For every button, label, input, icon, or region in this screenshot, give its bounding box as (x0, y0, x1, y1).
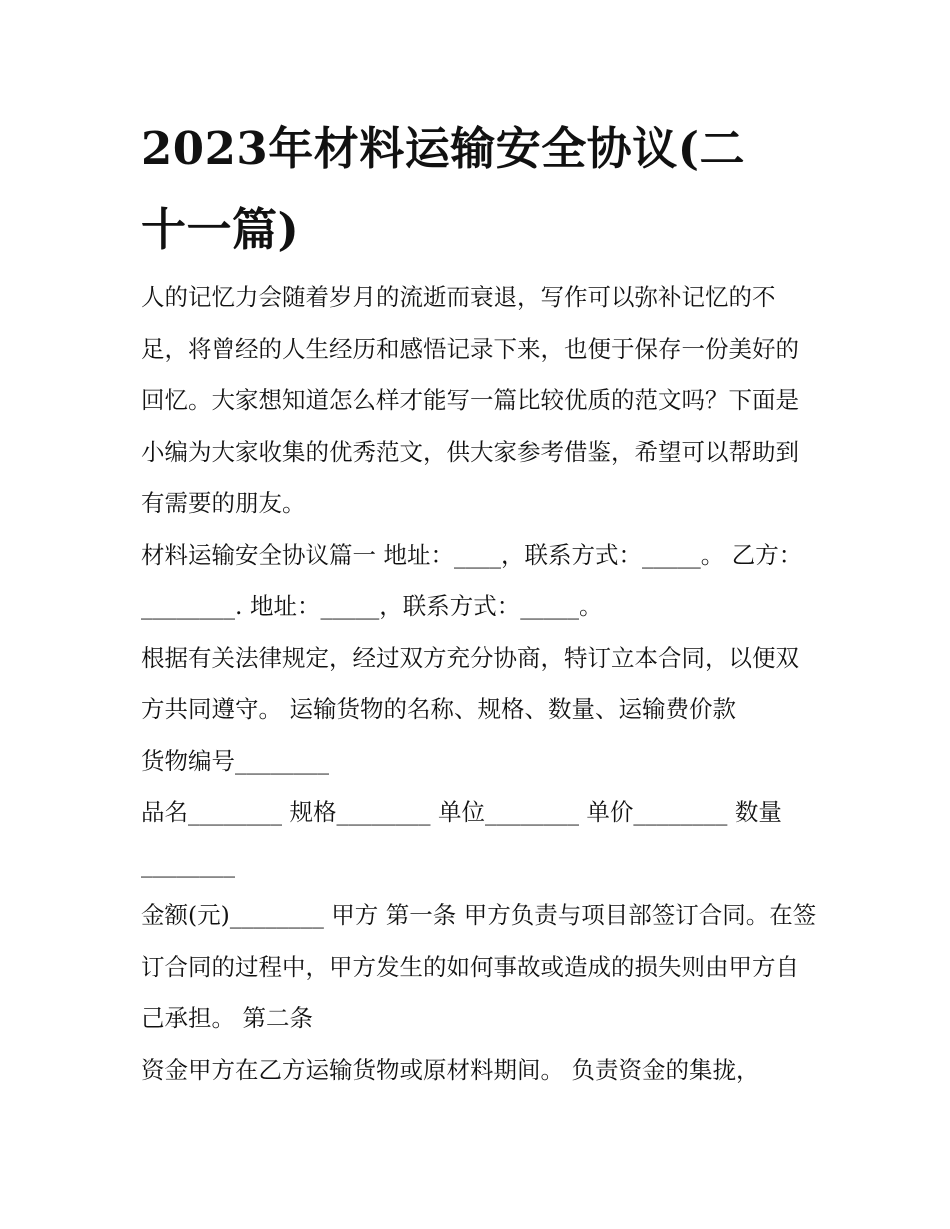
document-body (141, 272, 821, 1096)
title-line-2: 十一篇) (141, 203, 300, 256)
paragraph-intro: 人的记忆力会随着岁月的流逝而衰退，写作可以弥补记忆的不足，将曾经的人生经历和感悟记录下来，也便于保存一份美好的回忆。大家想知道怎么样才能写一篇比较优质的范文吗？下面是小编为大家收集的优秀范文，供大家参考借鉴，希望可以帮助到有需要的朋友。 (141, 283, 799, 517)
paragraph-goods-number: 货物编号________ (141, 746, 329, 775)
paragraph-article-1: 金额(元)________ 甲方 第一条 甲方负责与项目部签订合同。在签订合同的过程中，甲方发生的如何事故或造成的损失则由甲方自己承担。 第二条 (141, 901, 817, 1032)
paragraph-article-2: 资金甲方在乙方运输货物或原材料期间。 负责资金的集拢， (141, 1055, 760, 1084)
paragraph-parties: 材料运输安全协议篇一 地址：____，联系方式：_____。 乙方：________. 地址：_____，联系方式：_____。 (141, 540, 803, 620)
paragraph-goods-fields: 品名________ 规格________ 单位________ 单价________ 数量________ (141, 798, 782, 878)
title-line-1: 2023年材料运输安全协议(二 (141, 122, 746, 175)
paragraph-preamble: 根据有关法律规定，经过双方充分协商，特订立本合同，以便双方共同遵守。 运输货物的名称、规格、数量、运输费价款 (141, 643, 799, 723)
document-title (141, 108, 821, 270)
